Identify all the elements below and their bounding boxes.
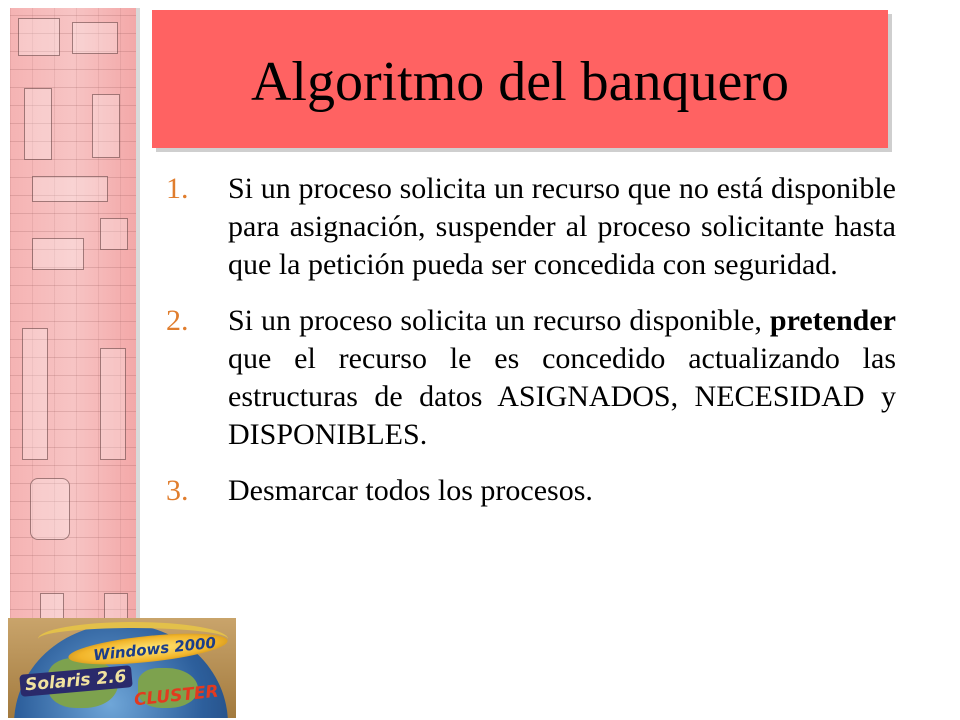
- diagram-block: [18, 18, 60, 56]
- diagram-block: [100, 348, 126, 460]
- diagram-block: [30, 478, 70, 540]
- decorative-diagram-strip: [10, 8, 140, 628]
- diagram-block: [24, 88, 52, 160]
- item-text: Desmarcar todos los procesos.: [228, 474, 593, 507]
- item-text-start: Si un proceso solicita un recurso disponible,: [228, 304, 770, 337]
- diagram-block: [100, 218, 128, 250]
- item-number: 1.: [166, 172, 189, 205]
- logo-cluster-text: CLUSTER: [133, 681, 220, 711]
- logo-windows-text: Windows 2000: [92, 633, 217, 665]
- list-item-2: [166, 302, 896, 454]
- windows-solaris-cluster-logo: [8, 618, 236, 718]
- steps-list: [166, 170, 896, 510]
- diagram-block: [22, 328, 48, 460]
- diagram-block: [72, 22, 118, 54]
- logo-solaris-text: Solaris 2.6: [19, 665, 132, 697]
- item-text-bold: pretender: [769, 304, 896, 337]
- item-text: Si un proceso solicita un recurso que no está disponible para asignación, suspender al proceso solicitante hasta que la petición pueda ser concedida con seguridad.: [228, 172, 896, 281]
- slide-title: Algoritmo del banquero: [250, 51, 790, 113]
- item-number: 3.: [166, 474, 189, 507]
- list-item-3: [166, 472, 896, 510]
- diagram-block: [32, 238, 84, 270]
- item-text-end: que el recurso le es concedido actualizando las estructuras de datos ASIGNADOS, NECESIDAD y DISPONIBLES.: [228, 342, 896, 451]
- diagram-block: [32, 176, 108, 202]
- list-item-1: [166, 170, 896, 284]
- diagram-block: [92, 94, 120, 158]
- slide-content: [166, 170, 896, 528]
- slide-title-box: [152, 10, 888, 148]
- item-number: 2.: [166, 304, 189, 337]
